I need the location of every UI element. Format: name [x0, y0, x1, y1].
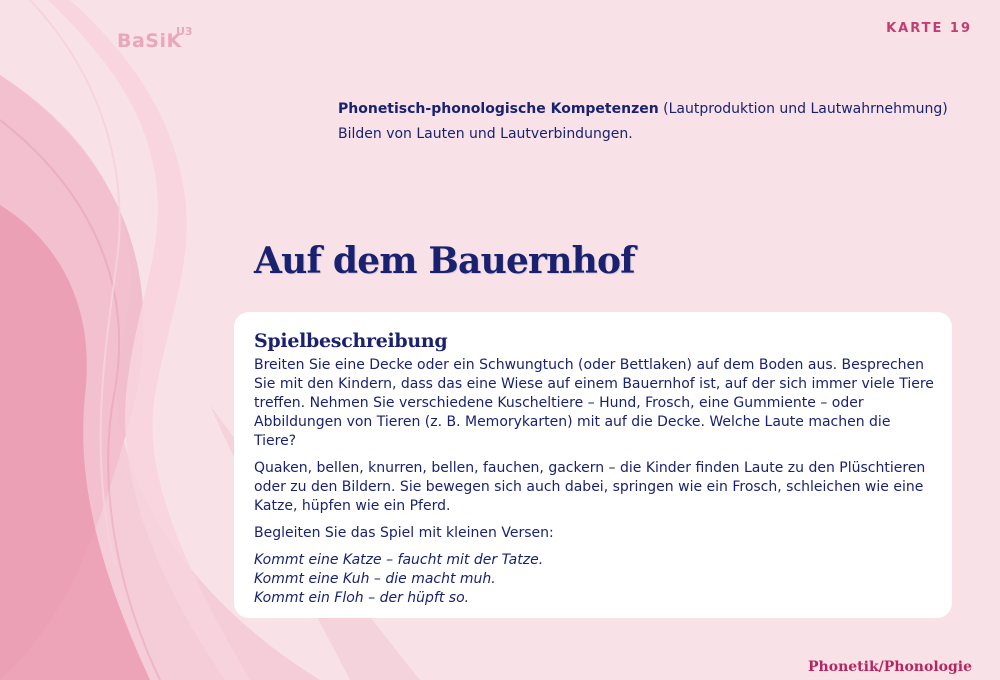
competence-area: Phonetisch-phonologische Kompetenzen: [338, 101, 659, 117]
instructions-paragraph: Breiten Sie eine Decke oder ein Schwungtuch (oder Bettlaken) auf dem Boden aus. Besprechen Sie mit den Kindern, dass das eine Wiese auf einem Bauernhof ist, auf der sich immer viele Tiere treffen. Nehmen Sie verschiedene Kuscheltiere – Hund, Frosch, eine Gummiente – oder Abbildungen von Tieren (z. B. Memorykarten) mit auf die Decke. Welche Laute machen die Tiere?: [254, 357, 934, 449]
verses-intro-paragraph: Begleiten Sie das Spiel mit kleinen Versen:: [254, 525, 554, 541]
category-footer-label: Phonetik/Phonologie: [808, 659, 972, 675]
brand-logo: BaSiK: [117, 30, 182, 52]
verse-line: Kommt ein Floh – der hüpft so.: [254, 590, 470, 606]
brand-logo-superscript: U3: [176, 25, 193, 38]
page-title: Auf dem Bauernhof: [254, 240, 635, 282]
competence-description: Bilden von Lauten und Lautverbindungen.: [338, 126, 633, 142]
verse-block: [254, 551, 934, 608]
verse-line: Kommt eine Kuh – die macht muh.: [254, 571, 496, 587]
competence-section: [338, 97, 948, 147]
game-description-heading: Spielbeschreibung: [254, 330, 448, 352]
game-description-card: [234, 312, 952, 618]
competence-label: [338, 97, 948, 122]
card-number-label: KARTE 19: [886, 21, 972, 36]
sounds-paragraph: Quaken, bellen, knurren, bellen, fauchen, gackern – die Kinder finden Laute zu den Plüschtieren oder zu den Bildern. Sie bewegen sich auch dabei, springen wie ein Frosch, schleichen wie eine Katze, hüpfen wie ein Pferd.: [254, 460, 926, 514]
verse-line: Kommt eine Katze – faucht mit der Tatze.: [254, 552, 544, 568]
competence-subtitle: (Lautproduktion und Lautwahrnehmung): [658, 101, 948, 117]
